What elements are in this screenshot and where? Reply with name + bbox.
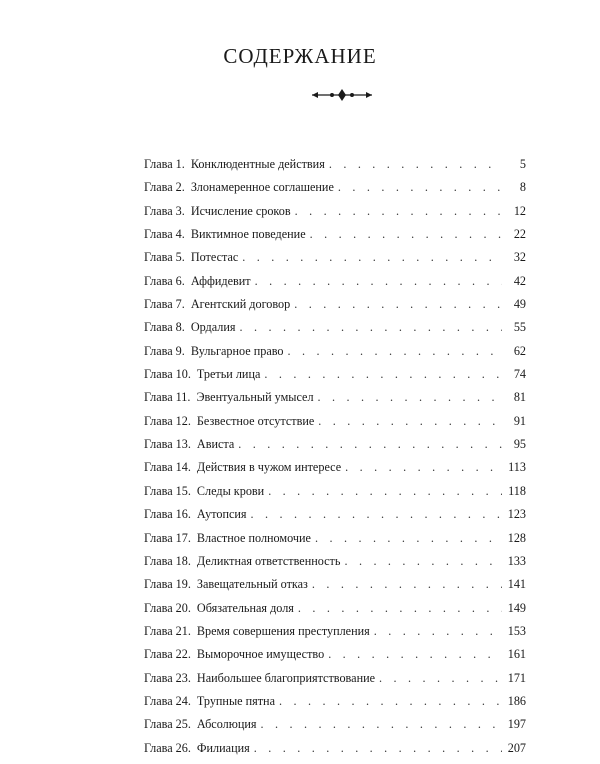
- toc-dot-leader: [379, 671, 502, 686]
- toc-entry: [144, 601, 526, 624]
- toc-dot-leader: [344, 554, 502, 569]
- toc-dot-leader: [254, 741, 502, 756]
- toc-chapter-number: Глава 5.: [144, 250, 185, 265]
- toc-entry: [144, 624, 526, 647]
- toc-page-number: 153: [507, 623, 526, 638]
- toc-page-number: 171: [507, 670, 526, 685]
- toc-page-number: 161: [507, 647, 526, 662]
- toc-chapter-number: Глава 2.: [144, 180, 185, 195]
- toc-page-number: 5: [519, 157, 526, 171]
- toc-page-number: 74: [513, 367, 526, 382]
- toc-page-number: 207: [507, 740, 526, 755]
- toc-chapter-title: Выморочное имущество: [196, 647, 325, 662]
- toc-dot-leader: [312, 577, 502, 592]
- decorative-divider-icon: [310, 88, 374, 102]
- toc-entry: [144, 460, 526, 483]
- toc-page-number: 123: [507, 507, 526, 522]
- table-of-contents: [144, 157, 526, 764]
- toc-chapter-number: Глава 20.: [144, 600, 191, 615]
- toc-entry: [144, 227, 526, 250]
- toc-chapter-title: Агентский договор: [190, 297, 291, 312]
- toc-entry: [144, 320, 526, 343]
- toc-page-number: 149: [507, 600, 526, 615]
- toc-page-number: 91: [513, 413, 526, 428]
- toc-chapter-title: Завещательный отказ: [196, 577, 308, 592]
- toc-page-number: 118: [508, 483, 526, 498]
- toc-chapter-title: Действия в чужом интересе: [196, 460, 342, 475]
- toc-dot-leader: [268, 484, 502, 499]
- toc-dot-leader: [338, 180, 502, 195]
- toc-chapter-number: Глава 8.: [144, 320, 185, 335]
- toc-dot-leader: [255, 274, 502, 289]
- toc-page-number: 133: [507, 553, 526, 568]
- toc-entry: [144, 741, 526, 764]
- toc-chapter-title: Исчисление сроков: [190, 203, 291, 218]
- toc-entry: [144, 671, 526, 694]
- toc-entry: [144, 437, 526, 460]
- toc-entry: [144, 204, 526, 227]
- toc-chapter-number: Глава 11.: [144, 390, 191, 405]
- toc-page-number: 22: [513, 227, 526, 242]
- toc-page-number: 12: [513, 203, 526, 218]
- toc-dot-leader: [295, 204, 502, 219]
- toc-chapter-number: Глава 13.: [144, 437, 191, 452]
- toc-page-number: 128: [507, 530, 526, 545]
- toc-entry: [144, 297, 526, 320]
- toc-chapter-number: Глава 6.: [144, 273, 185, 288]
- toc-chapter-title: Властное полномочие: [196, 530, 311, 545]
- toc-chapter-number: Глава 3.: [144, 203, 185, 218]
- toc-page-number: 81: [513, 390, 526, 405]
- toc-chapter-number: Глава 4.: [144, 227, 185, 242]
- toc-chapter-title: Следы крови: [196, 483, 265, 498]
- toc-chapter-number: Глава 24.: [144, 693, 191, 708]
- toc-entry: [144, 157, 526, 180]
- toc-chapter-number: Глава 12.: [144, 413, 191, 428]
- toc-page-number: 32: [513, 250, 526, 265]
- toc-chapter-title: Абсолюция: [196, 717, 257, 732]
- toc-dot-leader: [294, 297, 502, 312]
- toc-entry: [144, 577, 526, 600]
- toc-chapter-title: Обязательная доля: [196, 600, 294, 615]
- toc-entry: [144, 554, 526, 577]
- toc-chapter-number: Глава 9.: [144, 343, 185, 358]
- toc-dot-leader: [264, 367, 502, 382]
- toc-chapter-title: Аутопсия: [196, 507, 247, 522]
- toc-entry: [144, 367, 526, 390]
- toc-page-number: 42: [513, 273, 526, 288]
- toc-dot-leader: [279, 694, 502, 709]
- toc-chapter-title: Время совершения преступления: [196, 623, 370, 638]
- toc-chapter-title: Филиация: [196, 740, 250, 755]
- toc-dot-leader: [345, 460, 502, 475]
- toc-entry: [144, 717, 526, 740]
- toc-entry: [144, 414, 526, 437]
- toc-entry: [144, 647, 526, 670]
- toc-entry: [144, 484, 526, 507]
- toc-page-number: 186: [507, 693, 526, 708]
- toc-dot-leader: [328, 647, 502, 662]
- toc-chapter-title: Третьи лица: [196, 367, 261, 382]
- toc-dot-leader: [318, 414, 502, 429]
- toc-chapter-title: Ависта: [196, 437, 235, 452]
- toc-dot-leader: [288, 344, 503, 359]
- toc-entry: [144, 531, 526, 554]
- toc-chapter-title: Аффидевит: [190, 273, 251, 288]
- toc-entry: [144, 507, 526, 530]
- toc-chapter-number: Глава 17.: [144, 530, 191, 545]
- page-title: СОДЕРЖАНИЕ: [223, 44, 377, 68]
- toc-page-number: 95: [513, 437, 526, 452]
- toc-chapter-number: Глава 1.: [144, 157, 185, 171]
- toc-page-number: 49: [513, 297, 526, 312]
- toc-chapter-title: Деликтная ответственность: [196, 553, 341, 568]
- toc-chapter-title: Трупные пятна: [196, 693, 275, 708]
- toc-chapter-number: Глава 21.: [144, 623, 191, 638]
- toc-dot-leader: [238, 437, 502, 452]
- toc-dot-leader: [329, 157, 502, 172]
- toc-dot-leader: [251, 507, 502, 522]
- toc-page-number: 113: [508, 460, 526, 475]
- toc-chapter-number: Глава 18.: [144, 553, 191, 568]
- toc-chapter-title: Вульгарное право: [190, 343, 284, 358]
- toc-page-number: 55: [513, 320, 526, 335]
- toc-entry: [144, 344, 526, 367]
- toc-page-number: 8: [519, 180, 526, 195]
- toc-chapter-title: Потестас: [190, 250, 239, 265]
- toc-chapter-number: Глава 25.: [144, 717, 191, 732]
- toc-dot-leader: [315, 531, 502, 546]
- toc-page-number: 141: [507, 577, 526, 592]
- toc-dot-leader: [242, 250, 502, 265]
- toc-dot-leader: [298, 601, 502, 616]
- toc-chapter-number: Глава 16.: [144, 507, 191, 522]
- toc-entry: [144, 694, 526, 717]
- toc-entry: [144, 250, 526, 273]
- toc-chapter-title: Ордалия: [190, 320, 236, 335]
- toc-chapter-number: Глава 14.: [144, 460, 191, 475]
- toc-chapter-title: Виктимное поведение: [190, 227, 306, 242]
- toc-page-number: 197: [507, 717, 526, 732]
- toc-dot-leader: [239, 320, 502, 335]
- toc-chapter-title: Наибольшее благоприятствование: [196, 670, 376, 685]
- toc-entry: [144, 274, 526, 297]
- toc-chapter-title: Злонамеренное соглашение: [190, 180, 334, 195]
- toc-page-number: 62: [513, 343, 526, 358]
- toc-dot-leader: [260, 717, 502, 732]
- toc-dot-leader: [318, 390, 502, 405]
- toc-chapter-number: Глава 10.: [144, 367, 191, 382]
- toc-chapter-number: Глава 26.: [144, 740, 191, 755]
- toc-dot-leader: [374, 624, 502, 639]
- toc-chapter-number: Глава 22.: [144, 647, 191, 662]
- toc-dot-leader: [310, 227, 502, 242]
- toc-entry: [144, 390, 526, 413]
- toc-chapter-title: Конклюдентные действия: [190, 157, 325, 171]
- toc-entry: [144, 180, 526, 203]
- toc-chapter-number: Глава 15.: [144, 483, 191, 498]
- toc-chapter-number: Глава 23.: [144, 670, 191, 685]
- toc-chapter-title: Безвестное отсутствие: [196, 413, 315, 428]
- toc-chapter-number: Глава 19.: [144, 577, 191, 592]
- toc-chapter-title: Эвентуальный умысел: [196, 390, 314, 405]
- toc-chapter-number: Глава 7.: [144, 297, 185, 312]
